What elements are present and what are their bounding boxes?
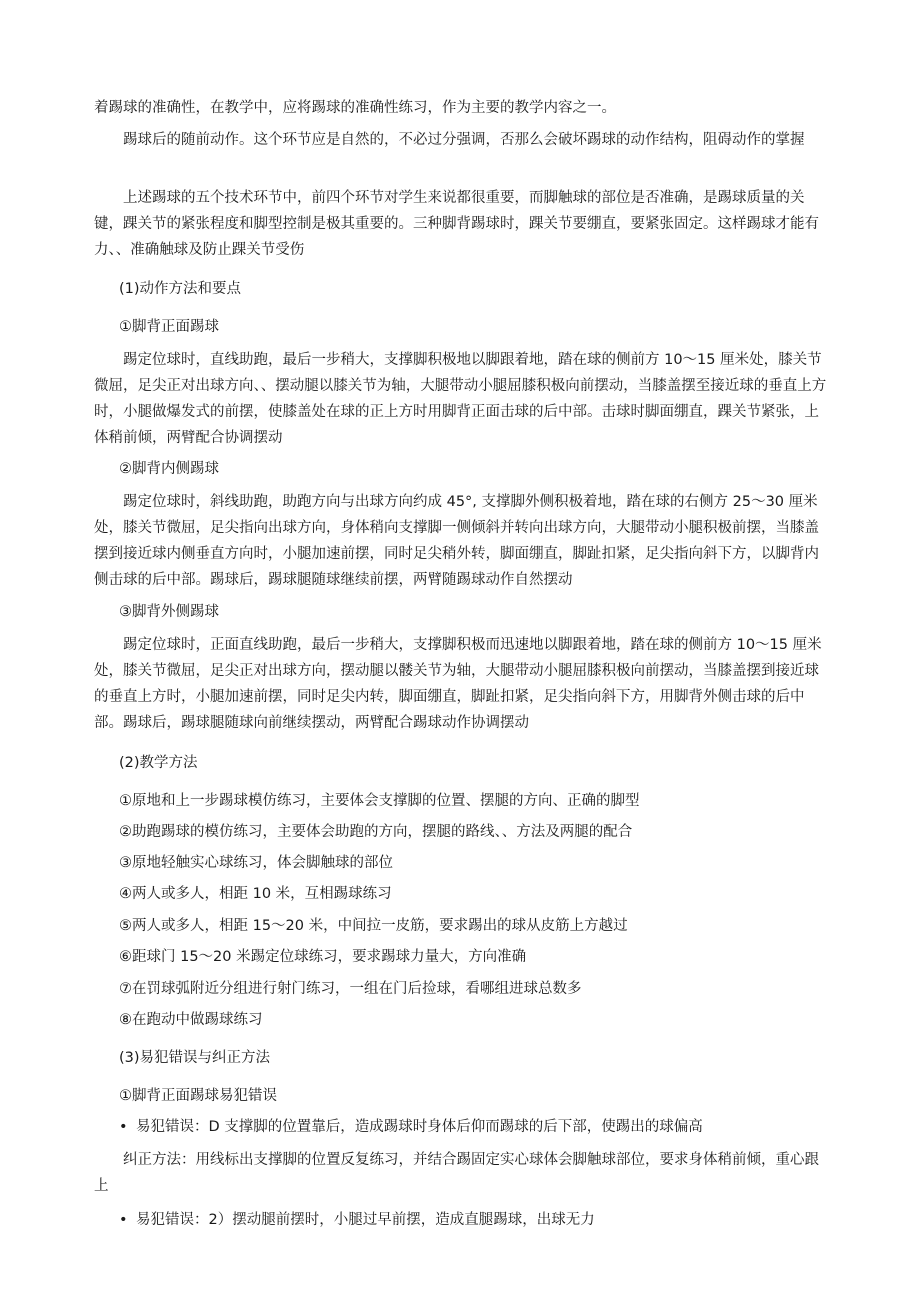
method-item-3: ③原地轻触实心球练习，体会脚触球的部位 [119, 855, 393, 871]
heading-action-method: (1)动作方法和要点 [119, 281, 242, 297]
paragraph-follow-through: 踢球后的随前动作。这个环节应是自然的，不必过分强调，否那么会破坏踢球的动作结构，阻碍动作的掌握 [123, 132, 805, 148]
subheading-instep-front-errors: ①脚背正面踢球易犯错误 [119, 1088, 277, 1104]
method-item-8: ⑧在跑动中做踢球练习 [119, 1012, 263, 1028]
method-item-6: ⑥距球门 15～20 米踢定位球练习，要求踢球力量大，方向准确 [119, 949, 527, 965]
heading-errors-corrections: (3)易犯错误与纠正方法 [119, 1050, 271, 1066]
method-item-4: ④两人或多人，相距 10 米，互相踢球练习 [119, 886, 392, 902]
paragraph-instep-inside: 踢定位球时，斜线助跑，助跑方向与出球方向约成 45°, 支撑脚外侧积极着地，踏在球的右侧方 25～30 厘米处，膝关节微屈，足尖指向出球方向，身体稍向支撑脚一侧倾斜并转向出球方向，大腿带动小腿积极前摆，当膝盖摆到接近球内侧垂直方向时，小腿加速前摆，同时足尖稍外转，脚面绷直，脚趾扣紧，足尖指向斜下方，以脚背内侧击球的后中部。踢球后，踢球腿随球继续前摆，两臂随踢球动作自然摆动 [94, 494, 819, 588]
error-bullet-1: • 易犯错误：D 支撑脚的位置靠后，造成踢球时身体后仰而踢球的后下部，使踢出的球偏高 [136, 1114, 826, 1140]
subheading-instep-outside: ③脚背外侧踢球 [119, 604, 219, 620]
heading-teaching-method: (2)教学方法 [119, 755, 198, 771]
paragraph-correction-method: 纠正方法：用线标出支撑脚的位置反复练习，并结合踢固定实心球体会脚触球部位，要求身体稍前倾，重心跟上 [94, 1152, 819, 1194]
method-item-2: ②助跑踢球的模仿练习，主要体会助跑的方向，摆腿的路线、、方法及两腿的配合 [119, 824, 633, 840]
error-bullet-2: • 易犯错误：2）摆动腿前摆时，小腿过早前摆，造成直腿踢球，出球无力 [136, 1207, 826, 1233]
subheading-instep-inside: ②脚背内侧踢球 [119, 461, 219, 477]
method-item-5: ⑤两人或多人，相距 15～20 米，中间拉一皮筋，要求踢出的球从皮筋上方越过 [119, 918, 628, 934]
paragraph-instep-outside: 踢定位球时，正面直线助跑，最后一步稍大，支撑脚积极而迅速地以脚跟着地，踏在球的侧前方 10～15 厘米处，膝关节微屈，足尖正对出球方向，摆动腿以髅关节为轴，大腿带动小腿屈膝积极向前摆动，当膝盖摆到接近球的垂直上方时，小腿加速前摆，同时足尖内转，脚面绷直，脚趾扣紧，足尖指向斜下方，用脚背外侧击球的后中部。踢球后，踢球腿随球向前继续摆动，两臂配合踢球动作协调摆动 [94, 637, 822, 731]
subheading-instep-front: ①脚背正面踢球 [119, 319, 219, 335]
method-item-1: ①原地和上一步踢球模仿练习，主要体会支撑脚的位置、摆腿的方向、正确的脚型 [119, 793, 640, 809]
paragraph-accuracy: 着踢球的准确性，在教学中，应将踢球的准确性练习，作为主要的教学内容之一。 [94, 100, 616, 116]
paragraph-instep-front: 踢定位球时，直线助跑，最后一步稍大，支撑脚积极地以脚跟着地，踏在球的侧前方 10～15 厘米处，膝关节微屈，足尖正对出球方向、、摆动腿以膝关节为轴，大腿带动小腿屈膝积极向前摆动，当膝盖摆至接近球的垂直上方时，小腿做爆发式的前摆，使膝盖处在球的正上方时用脚背正面击球的后中部。击球时脚面绷直，踝关节紧张，上体稍前倾，两臂配合协调摆动 [94, 352, 827, 446]
method-item-7: ⑦在罚球弧附近分组进行射门练习，一组在门后捡球，看哪组进球总数多 [119, 981, 582, 997]
paragraph-technique-summary: 上述踢球的五个技术环节中，前四个环节对学生来说都很重要，而脚触球的部位是否准确，是踢球质量的关键，踝关节的紧张程度和脚型控制是极其重要的。三种脚背踢球时，踝关节要绷直，要紧张固定。这样踢球才能有力、、准确触球及防止踝关节受伤 [94, 190, 819, 258]
